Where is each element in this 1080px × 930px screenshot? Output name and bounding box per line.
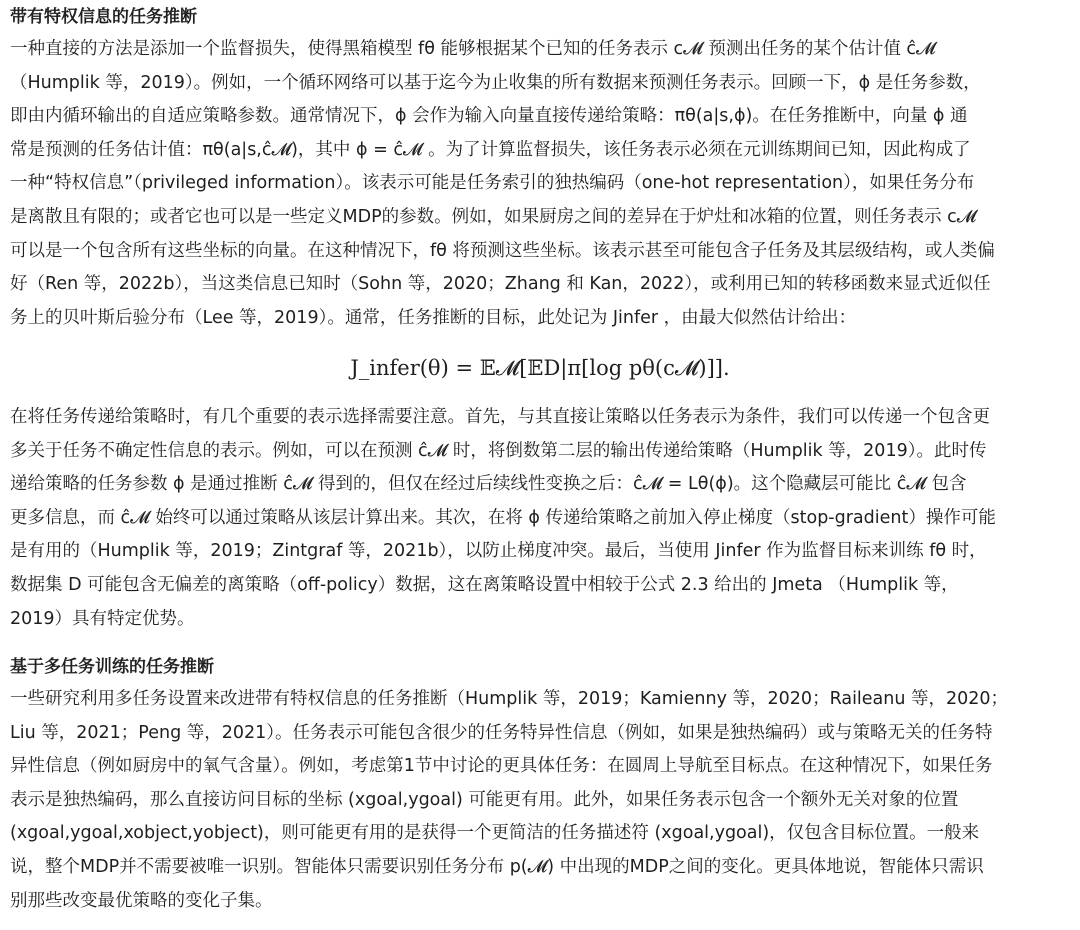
paragraph-line: 常是预测的任务估计值：πθ(a|s,ĉ𝓜)，其中 ϕ = ĉ𝓜 。为了计算监督损失，该任务表示必须在元训练期间已知，因此构成了 [10, 139, 971, 160]
section-heading: 基于多任务训练的任务推断 [10, 657, 214, 677]
paragraph-line: 2019）具有特定优势。 [10, 608, 195, 629]
paragraph-line: 异性信息（例如厨房中的氧气含量）。例如，考虑第1节中讨论的更具体任务：在圆周上导航至目标点。在这种情况下，如果任务 [10, 756, 993, 777]
paragraph-line: 多关于任务不确定性信息的表示。例如，可以在预测 ĉ𝓜 时，将倒数第二层的输出传递给策略（Humplik 等，2019）。此时传 [10, 440, 987, 461]
section-heading: 带有特权信息的任务推断 [10, 7, 197, 27]
paragraph-line: 一种“特权信息”（privileged information）。该表示可能是任务索引的独热编码（one-hot representation），如果任务分布 [10, 173, 975, 194]
paragraph-line: 是有用的（Humplik 等，2019；Zintgraf 等，2021b），以防止梯度冲突。最后，当使用 Jinfer 作为监督目标来训练 fθ 时， [10, 541, 987, 562]
paragraph-line: 在将任务传递给策略时，有几个重要的表示选择需要注意。首先，与其直接让策略以任务表示为条件，我们可以传递一个包含更 [10, 407, 990, 427]
paragraph-line: 数据集 D 可能包含无偏差的离策略（off-policy）数据，这在离策略设置中相较于公式 2.3 给出的 Jmeta （Humplik 等， [10, 575, 959, 595]
paragraph-line: 一些研究利用多任务设置来改进带有特权信息的任务推断（Humplik 等，2019；Kamienny 等，2020；Raileanu 等，2020； [10, 689, 1009, 709]
paragraph-line: 表示是独热编码，那么直接访问目标的坐标 (xgoal,ygoal) 可能更有用。此外，如果任务表示包含一个额外无关对象的位置 [10, 789, 959, 810]
paragraph-line: 一种直接的方法是添加一个监督损失，使得黑箱模型 fθ 能够根据某个已知的任务表示 c𝓜 预测出任务的某个估计值 ĉ𝓜 [10, 39, 936, 59]
paragraph-line: 即由内循环输出的自适应策略参数。通常情况下，ϕ 会作为输入向量直接传递给策略：πθ(a|s,ϕ)。在任务推断中，向量 ϕ 通 [10, 106, 968, 127]
paragraph-line: (xgoal,ygoal,xobject,yobject)，则可能更有用的是获得一个更简洁的任务描述符 (xgoal,ygoal)，仅包含目标位置。一般来 [10, 823, 980, 844]
display-equation: J_infer(θ) = 𝔼𝓜[𝔼D|π[log pθ(c𝓜)]]. [350, 356, 730, 380]
paragraph-line: 更多信息，而 ĉ𝓜 始终可以通过策略从该层计算出来。其次，在将 ϕ 传递给策略之前加入停止梯度（stop-gradient）操作可能 [10, 507, 996, 528]
paragraph-line: 递给策略的任务参数 ϕ 是通过推断 ĉ𝓜 得到的，但仅在经过后续线性变换之后：ĉ𝓜 = Lθ(ϕ)。这个隐藏层可能比 ĉ𝓜 包含 [10, 474, 967, 495]
paragraph-line: 可以是一个包含所有这些坐标的向量。在这种情况下，fθ 将预测这些坐标。该表示甚至可能包含子任务及其层级结构，或人类偏 [10, 240, 995, 261]
paragraph-line: 好（Ren 等，2022b），当这类信息已知时（Sohn 等，2020；Zhang 和 Kan，2022），或利用已知的转移函数来显式近似任 [10, 274, 991, 295]
paragraph-line: 别那些改变最优策略的变化子集。 [10, 890, 273, 911]
paragraph-line: （Humplik 等，2019）。例如，一个循环网络可以基于迄今为止收集的所有数据来预测任务表示。回顾一下，ϕ 是任务参数， [10, 72, 981, 93]
paragraph-line: 务上的贝叶斯后验分布（Lee 等，2019）。通常，任务推断的目标，此处记为 Jinfer ，由最大似然估计给出： [10, 307, 857, 328]
paragraph-line: 说，整个MDP并不需要被唯一识别。智能体只需要识别任务分布 p(𝓜) 中出现的MDP之间的变化。更具体地说，智能体只需识 [10, 857, 984, 877]
paragraph-line: 是离散且有限的；或者它也可以是一些定义MDP的参数。例如，如果厨房之间的差异在于炉灶和冰箱的位置，则任务表示 c𝓜 [10, 207, 977, 227]
paragraph-line: Liu 等，2021；Peng 等，2021）。任务表示可能包含很少的任务特异性信息（例如，如果是独热编码）或与策略无关的任务特 [10, 722, 993, 743]
